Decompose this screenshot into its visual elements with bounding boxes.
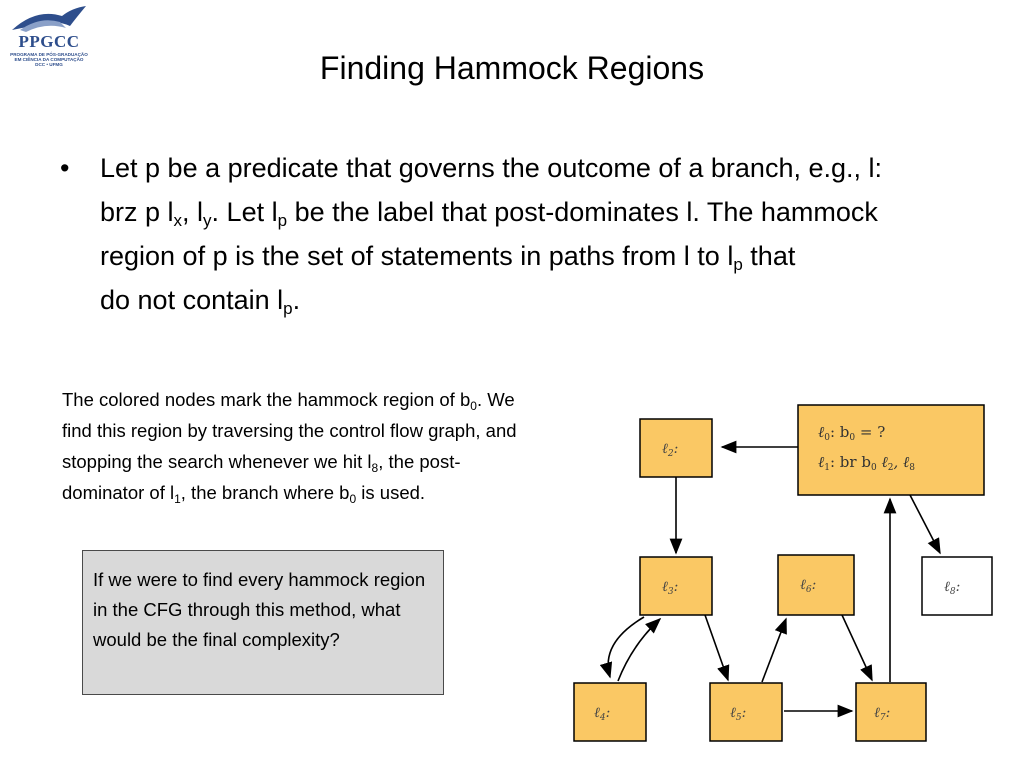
caption-seg-5: is used.: [356, 482, 426, 503]
bullet-sub-p-3: p: [283, 299, 293, 318]
cfg-node-l8: [922, 557, 992, 615]
caption-sub-0b: 0: [349, 492, 357, 506]
logo-subtitle-line-1: PROGRAMA DE PÓS-GRADUAÇÃO: [10, 52, 88, 57]
slide-title: Finding Hammock Regions: [319, 50, 705, 86]
question-text: If we were to find every hammock region in the CFG through this method, what would be the final complexity?: [93, 569, 426, 650]
logo-text: PPGCC: [18, 32, 80, 51]
cfg-node-l2: [640, 419, 712, 477]
caption-sub-8: 8: [371, 461, 379, 475]
edge-l1-to-l8: [910, 495, 940, 553]
caption-seg-4: , the branch where b: [180, 482, 350, 503]
bullet-sub-p-2: p: [733, 255, 743, 274]
question-box: [82, 550, 444, 695]
cfg-node-l5: [710, 683, 782, 741]
caption-seg-3: , the post-dominator of l: [62, 451, 461, 503]
node-l7-label: ℓ$_7$:: [874, 705, 891, 723]
caption-seg-1: The colored nodes mark the hammock region of b: [62, 389, 471, 410]
caption-sub-0a: 0: [470, 399, 477, 413]
graph-caption: [62, 384, 542, 508]
entry-line-2: ℓ$_1$: br $b_0$ ℓ$_2$, ℓ$_8$: [818, 453, 915, 473]
logo-subtitle-line-3: DCC • UFMG: [35, 62, 63, 67]
node-l4-label: ℓ$_4$:: [594, 705, 611, 723]
edge-l3-to-l4: [608, 617, 644, 677]
control-flow-graph: [560, 395, 1010, 755]
bullet-seg-5: that: [742, 241, 796, 271]
edge-l5-to-l6: [762, 619, 786, 682]
edge-l4-to-l3: [618, 619, 660, 681]
node-l3-label: ℓ$_3$:: [662, 579, 679, 597]
logo-wing-icon: [6, 4, 92, 34]
node-l2-label: ℓ$_2$:: [662, 441, 679, 459]
logo-subtitle-line-2: EM CIÊNCIA DA COMPUTAÇÃO: [14, 57, 84, 62]
bullet-dot: •: [60, 153, 70, 183]
cfg-node-l7: [856, 683, 926, 741]
bullet-sub-p-1: p: [277, 211, 288, 230]
bullet-seg-7: .: [292, 285, 301, 315]
cfg-node-l4: [574, 683, 646, 741]
cfg-node-l0-l1: [798, 405, 984, 495]
bullet-text: [100, 146, 920, 322]
node-l5-label: ℓ$_5$:: [730, 705, 747, 723]
edge-l6-to-l7: [842, 615, 872, 680]
bullet-seg-6: do not contain l: [100, 285, 284, 315]
node-l8-label: ℓ$_8$:: [944, 579, 961, 597]
caption-sub-1: 1: [174, 492, 181, 506]
entry-line-1: ℓ$_0$: $b_0$ = ?: [818, 423, 886, 443]
node-l6-label: ℓ$_6$:: [800, 577, 817, 595]
bullet-seg-1: Let p be a predicate that governs the outcome of a branch, e.g., l: brz p l: [100, 153, 882, 227]
cfg-node-l3: [640, 557, 712, 615]
edge-l3-to-l5: [705, 615, 728, 680]
bullet-seg-2: , l: [182, 197, 204, 227]
bullet-seg-3: . Let l: [211, 197, 278, 227]
caption-seg-2: . We find this region by traversing the control flow graph, and stopping the search whenever we hit l: [62, 389, 517, 472]
bullet-sub-x: x: [173, 211, 183, 230]
cfg-node-l6: [778, 555, 854, 615]
bullet-seg-4: be the label that post-dominates l. The hammock region of p is the set of statements in paths from l to l: [100, 197, 878, 271]
bullet-sub-y: y: [203, 211, 212, 230]
